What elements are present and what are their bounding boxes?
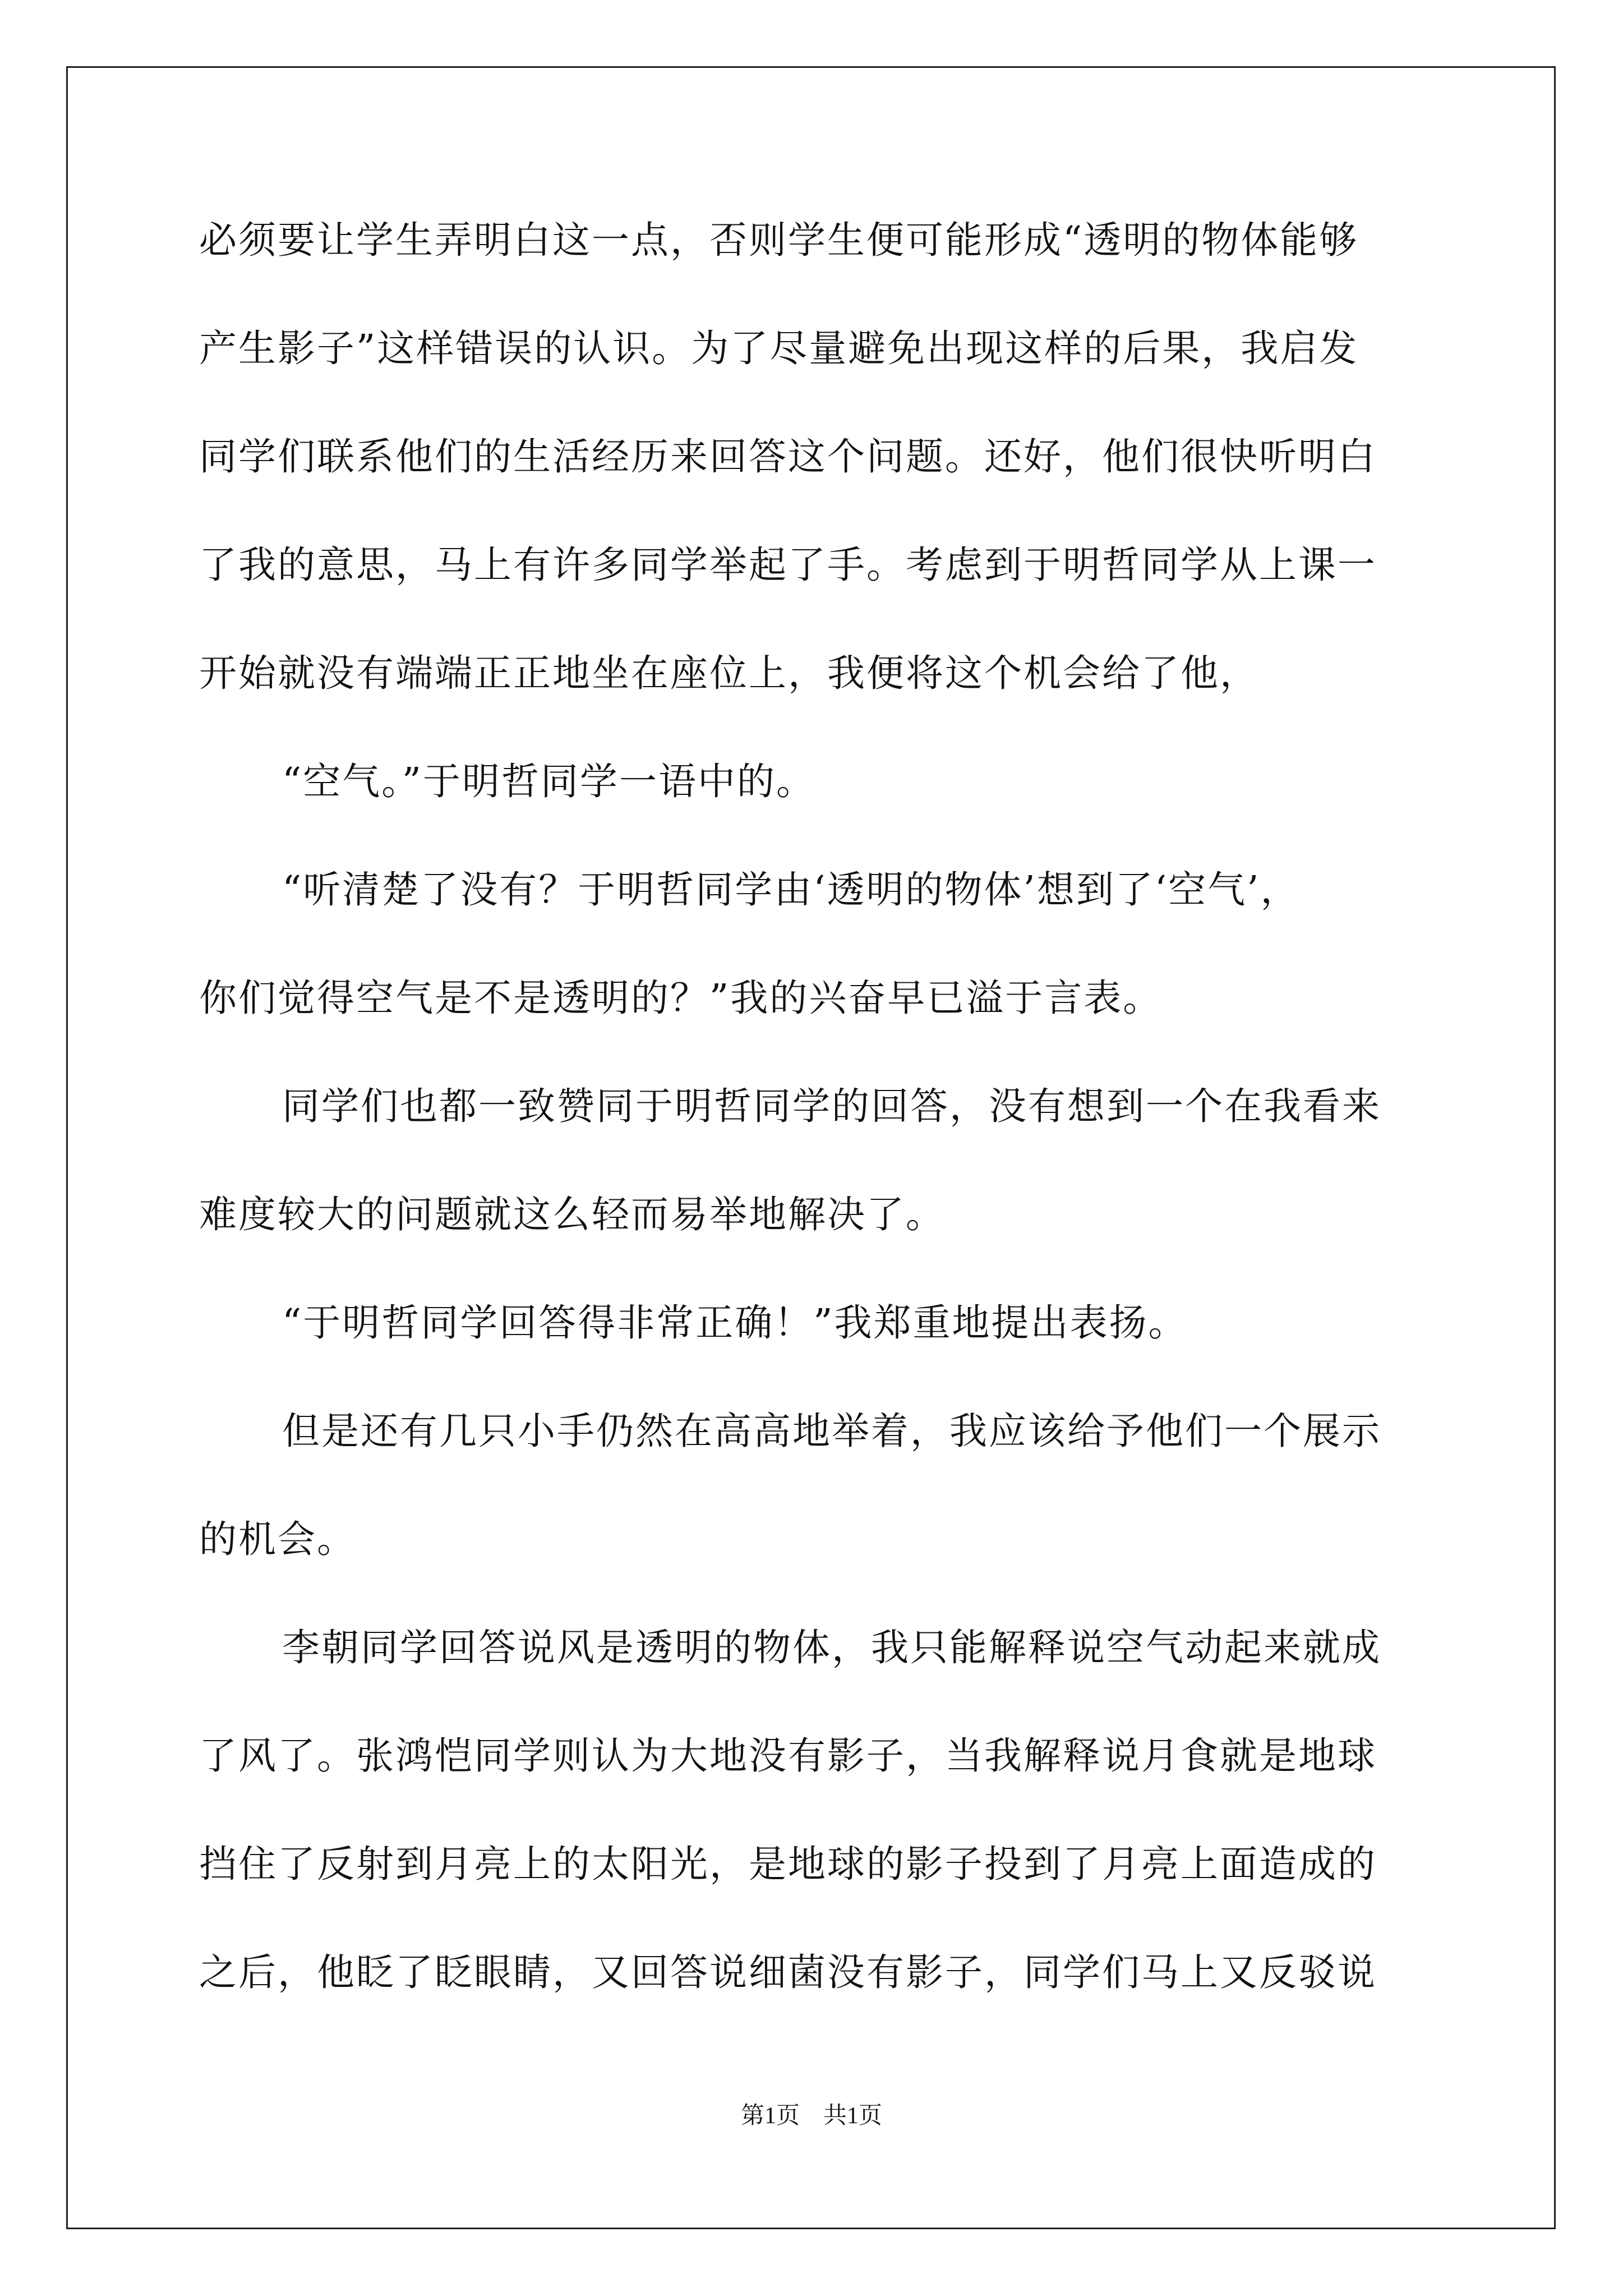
text-line: 挡住了反射到月亮上的太阳光，是地球的影子投到了月亮上面造成的: [199, 1842, 1377, 1886]
page-number-footer: 第1页 共1页: [740, 2103, 882, 2129]
document-body: [199, 213, 1433, 2054]
text-line: 必须要让学生弄明白这一点，否则学生便可能形成“透明的物体能够: [199, 218, 1359, 262]
text-line: 你们觉得空气是不是透明的？”我的兴奋早已溢于言表。: [199, 976, 1163, 1020]
paragraph-first-line: 李朝同学回答说风是透明的物体，我只能解释说空气动起来就成: [282, 1626, 1381, 1669]
text-line: 开始就没有端端正正地坐在座位上，我便将这个机会给了他，: [199, 651, 1259, 695]
text-line: 产生影子”这样错误的认识。为了尽量避免出现这样的后果，我启发: [199, 326, 1359, 370]
text-line: 难度较大的问题就这么轻而易举地解决了。: [199, 1193, 945, 1236]
paragraph-first-line: “听清楚了没有？于明哲同学由‘透明的物体’想到了‘空气’，: [282, 868, 1300, 912]
text-line: 的机会。: [199, 1517, 356, 1561]
text-line: 同学们联系他们的生活经历来回答这个问题。还好，他们很快听明白: [199, 435, 1377, 478]
text-line: 之后，他眨了眨眼睛，又回答说细菌没有影子，同学们马上又反驳说: [199, 1950, 1377, 1994]
paragraph-first-line: 同学们也都一致赞同于明哲同学的回答，没有想到一个在我看来: [282, 1084, 1381, 1128]
paragraph-first-line: “空气。”于明哲同学一语中的。: [282, 760, 816, 803]
text-line: 了风了。张鸿恺同学则认为大地没有影子，当我解释说月食就是地球: [199, 1734, 1377, 1778]
text-line: 了我的意思，马上有许多同学举起了手。考虑到于明哲同学从上课一: [199, 543, 1377, 587]
paragraph-first-line: 但是还有几只小手仍然在高高地举着，我应该给予他们一个展示: [282, 1409, 1381, 1453]
paragraph-first-line: “于明哲同学回答得非常正确！”我郑重地提出表扬。: [282, 1301, 1188, 1345]
